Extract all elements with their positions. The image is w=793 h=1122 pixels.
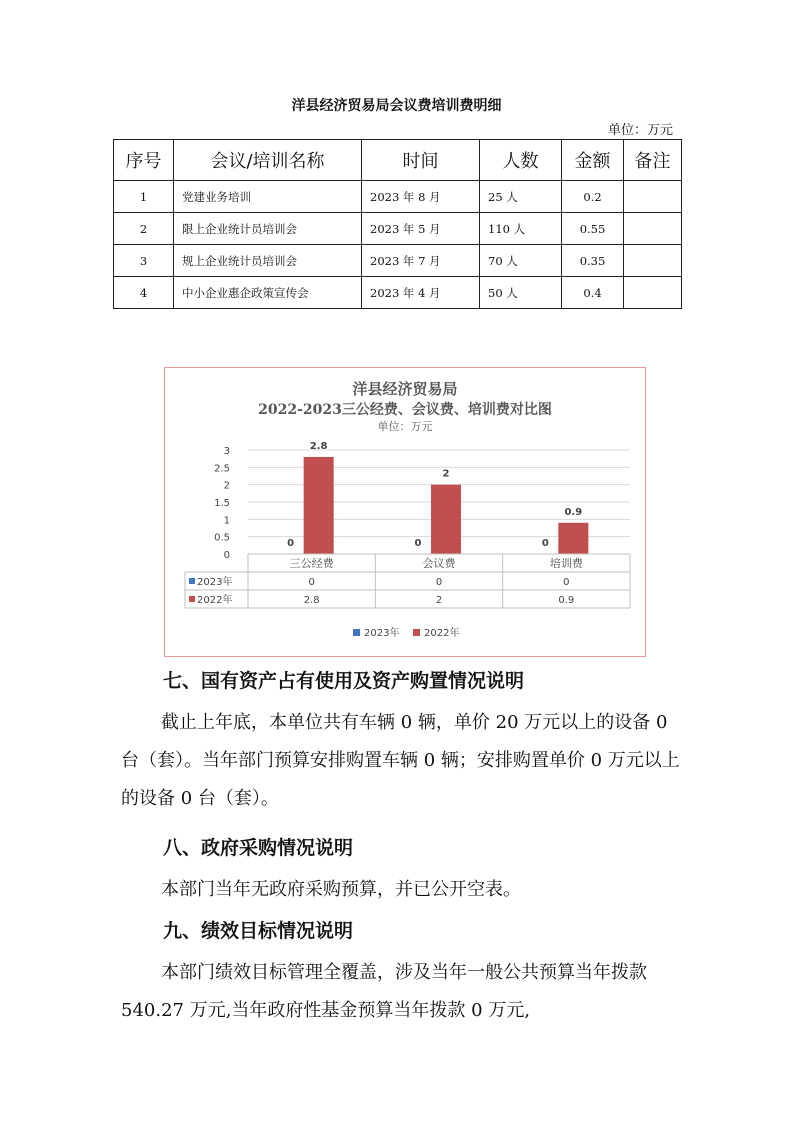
- cell-name: 中小企业惠企政策宣传会: [174, 277, 362, 309]
- data-label: 0: [541, 538, 549, 549]
- chart-svg: [165, 368, 645, 656]
- table-series-label: 2022年: [197, 595, 233, 606]
- section-heading-performance: 九、绩效目标情况说明: [163, 920, 354, 942]
- header-name: 会议/培训名称: [174, 140, 362, 181]
- data-label: 0.9: [564, 506, 583, 518]
- cell-name: 限上企业统计员培训会: [174, 213, 362, 245]
- cell-note: [624, 245, 682, 277]
- cell-name: 规上企业统计员培训会: [174, 245, 362, 277]
- legend-key: [189, 578, 195, 584]
- y-tick-label: 1.5: [214, 498, 230, 509]
- table-row: [114, 277, 682, 309]
- header-note: 备注: [624, 140, 682, 181]
- expense-table: [113, 139, 682, 309]
- header-no: 序号: [114, 140, 174, 181]
- legend-label: 2023年: [364, 628, 400, 639]
- cell-no: 1: [114, 181, 174, 213]
- section-heading-assets: 七、国有资产占有使用及资产购置情况说明: [163, 670, 525, 692]
- cell-amount: 0.35: [562, 245, 624, 277]
- table-value: 2: [435, 595, 443, 606]
- legend-label: 2022年: [424, 628, 460, 639]
- data-label: 0: [287, 538, 295, 549]
- cell-note: [624, 277, 682, 309]
- legend-key: [189, 596, 195, 602]
- legend-swatch: [353, 629, 360, 636]
- cell-time: 2023 年 5 月: [362, 213, 480, 245]
- table-header-row: [114, 140, 682, 181]
- comparison-chart: [164, 367, 646, 657]
- cell-time: 2023 年 8 月: [362, 181, 480, 213]
- bar-2022: [304, 457, 334, 554]
- section-text-procurement: 本部门当年无政府采购预算，并已公开空表。: [161, 879, 521, 900]
- chart-subtitle: 2022-2023三公经费、会议费、培训费对比图: [258, 402, 552, 418]
- table-row: [114, 213, 682, 245]
- category-label: 三公经费: [289, 557, 334, 570]
- y-tick-label: 0: [223, 550, 230, 561]
- y-tick-label: 3: [223, 446, 230, 457]
- table-value: 0: [435, 577, 443, 588]
- cell-note: [624, 181, 682, 213]
- table-series-label: 2023年: [197, 577, 233, 588]
- legend-swatch: [413, 629, 420, 636]
- cell-people: 110 人: [480, 213, 562, 245]
- data-label: 2: [442, 468, 450, 480]
- chart-unit-label: 单位：万元: [377, 420, 433, 433]
- y-tick-label: 2.5: [214, 463, 230, 475]
- cell-no: 2: [114, 213, 174, 245]
- header-amount: 金额: [562, 140, 624, 181]
- section-text-assets: 截止上年底，本单位共有车辆 0 辆，单价 20 万元以上的设备 0 台（套）。当年部门预算安排购置车辆 0 辆；安排购置单价 0 万元以上的设备 0 台（套）。: [121, 712, 680, 809]
- cell-no: 4: [114, 277, 174, 309]
- cell-time: 2023 年 7 月: [362, 245, 480, 277]
- cell-note: [624, 213, 682, 245]
- category-label: 培训费: [549, 557, 583, 570]
- cell-amount: 0.4: [562, 277, 624, 309]
- bar-2022: [558, 523, 588, 554]
- cell-no: 3: [114, 245, 174, 277]
- bar-2022: [431, 485, 461, 554]
- section-text-performance: 本部门绩效目标管理全覆盖，涉及当年一般公共预算当年拨款 540.27 万元,当年政府性基金预算当年拨款 0 万元,: [121, 962, 647, 1021]
- y-tick-label: 2: [223, 480, 230, 492]
- header-time: 时间: [362, 140, 480, 181]
- table-value: 0: [308, 577, 315, 588]
- table-value: 2.8: [303, 595, 320, 606]
- table-row: [114, 245, 682, 277]
- unit-label: 单位：万元: [607, 123, 673, 138]
- cell-people: 50 人: [480, 277, 562, 309]
- cell-time: 2023 年 4 月: [362, 277, 480, 309]
- y-tick-label: 0.5: [214, 532, 230, 544]
- y-tick-label: 1: [223, 515, 230, 527]
- section-heading-procurement: 八、政府采购情况说明: [163, 837, 354, 859]
- cell-name: 党建业务培训: [174, 181, 362, 213]
- header-people: 人数: [480, 140, 562, 181]
- table-row: [114, 181, 682, 213]
- data-label: 0: [414, 538, 422, 549]
- cell-amount: 0.55: [562, 213, 624, 245]
- table-title: 洋县经济贸易局会议费培训费明细: [291, 98, 502, 114]
- category-label: 会议费: [422, 557, 456, 570]
- cell-amount: 0.2: [562, 181, 624, 213]
- chart-title: 洋县经济贸易局: [352, 380, 458, 398]
- cell-people: 70 人: [480, 245, 562, 277]
- cell-people: 25 人: [480, 181, 562, 213]
- table-value: 0.9: [558, 595, 575, 606]
- table-value: 0: [563, 577, 570, 588]
- data-label: 2.8: [309, 440, 328, 452]
